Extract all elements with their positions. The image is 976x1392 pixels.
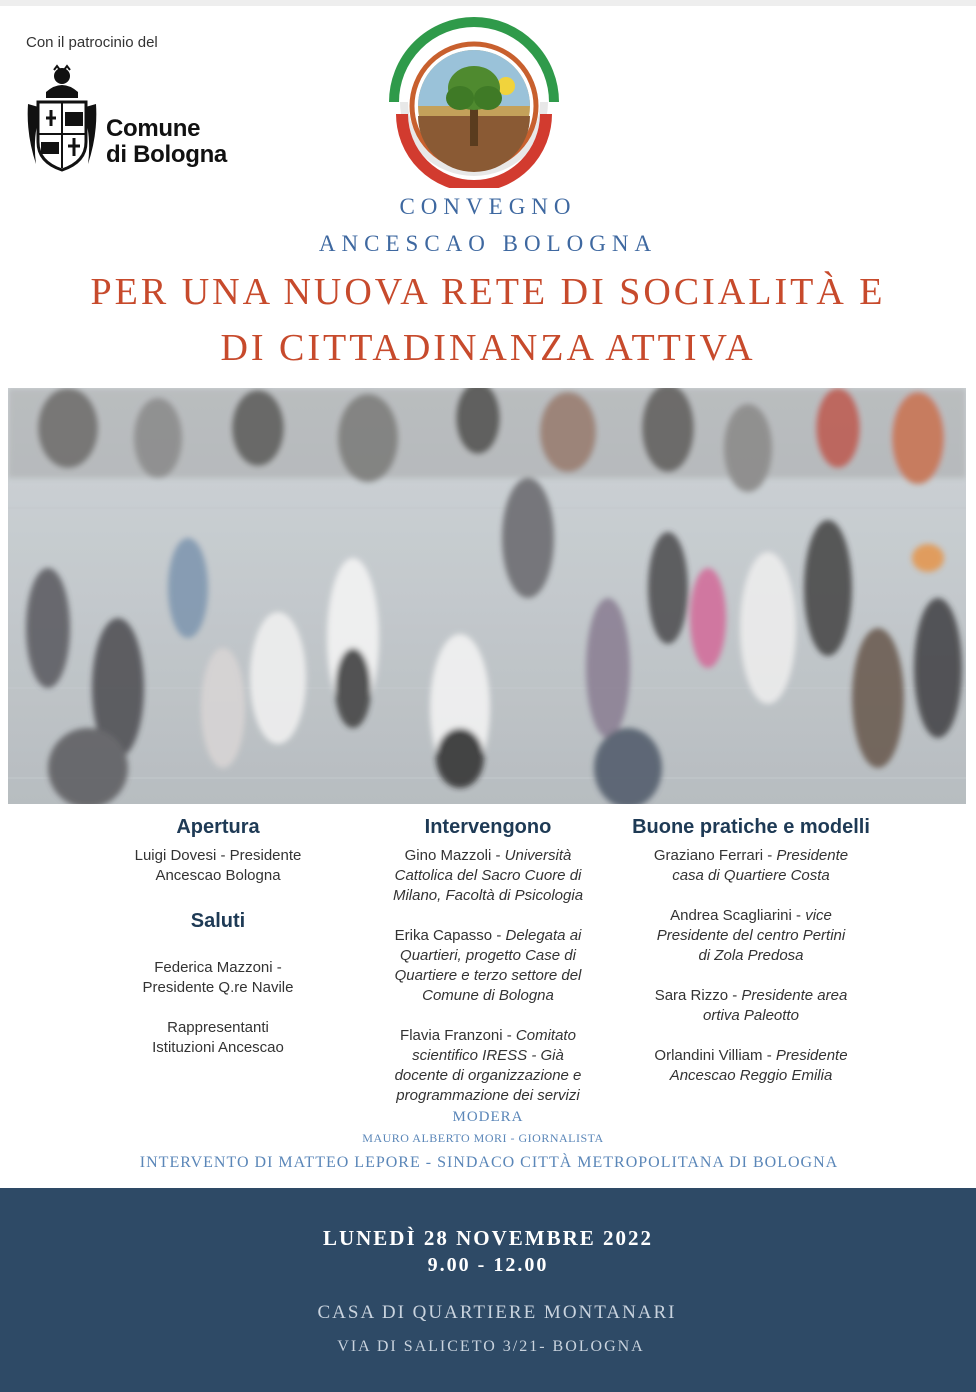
moderator-name: MAURO ALBERTO MORI - GIORNALISTA (362, 1131, 604, 1145)
practice-item: Orlandini Villiam - Presidente Ancescao Reggio Emilia (654, 1047, 848, 1084)
program-column-apertura (108, 814, 328, 1078)
event-time: 9.00 - 12.00 (427, 1254, 549, 1276)
organizer-heading: ANCESCAO BOLOGNA (318, 231, 658, 256)
apertura-heading: Apertura (176, 816, 260, 838)
event-date: LUNEDÌ 28 NOVEMBRE 2022 (322, 1226, 654, 1250)
bologna-coat-of-arms-icon (24, 64, 100, 176)
intervengono-heading: Intervengono (424, 816, 552, 838)
main-title-line1: PER UNA NUOVA RETE DI SOCIALITÀ E (90, 271, 886, 313)
city-name-line2: di Bologna (106, 141, 227, 168)
event-address: VIA DI SALICETO 3/21- BOLOGNA (337, 1338, 645, 1355)
city-name-line1: Comune (106, 115, 201, 142)
saluti-item: Rappresentanti Istituzioni Ancescao (152, 1019, 284, 1056)
practice-item: Sara Rizzo - Presidente area ortiva Paleotto (654, 987, 848, 1024)
top-strip (0, 0, 976, 6)
main-title-line2: DI CITTADINANZA ATTIVA (220, 327, 756, 369)
event-venue: CASA DI QUARTIERE MONTANARI (317, 1302, 677, 1323)
convegno-heading: CONVEGNO (399, 194, 577, 219)
city-name (106, 116, 227, 168)
modera-label: MODERA (452, 1109, 524, 1125)
footer-band (0, 1188, 976, 1392)
saluti-heading: Saluti (190, 910, 246, 932)
program-column-intervengono (372, 814, 604, 1126)
saluti-item: Federica Mazzoni - Presidente Q.re Navile (142, 959, 294, 996)
mayor-intervention: INTERVENTO DI MATTEO LEPORE - SINDACO CITTÀ METROPOLITANA DI BOLOGNA (139, 1154, 839, 1171)
speaker-item: Flavia Franzoni - Comitato scientifico IRESS - Già docente di organizzazione e programmazione dei servizi (394, 1027, 582, 1104)
ancescao-tree-logo-icon (388, 16, 560, 188)
apertura-speaker: Luigi Dovesi - Presidente Ancescao Bologna (134, 847, 302, 884)
dancing-crowd-photo (8, 388, 966, 804)
buone-pratiche-heading: Buone pratiche e modelli (632, 816, 870, 838)
practice-item: Andrea Scagliarini - vice Presidente del centro Pertini di Zola Predosa (656, 907, 846, 964)
speaker-item: Erika Capasso - Delegata ai Quartieri, progetto Case di Quartiere e terzo settore del Comune di Bologna (394, 927, 582, 1004)
patronage-label: Con il patrocinio del (26, 34, 158, 51)
program-column-buone-pratiche (618, 814, 884, 1106)
practice-item: Graziano Ferrari - Presidente casa di Quartiere Costa (653, 847, 849, 884)
speaker-item: Gino Mazzoli - Università Cattolica del Sacro Cuore di Milano, Facoltà di Psicologia (392, 847, 584, 904)
